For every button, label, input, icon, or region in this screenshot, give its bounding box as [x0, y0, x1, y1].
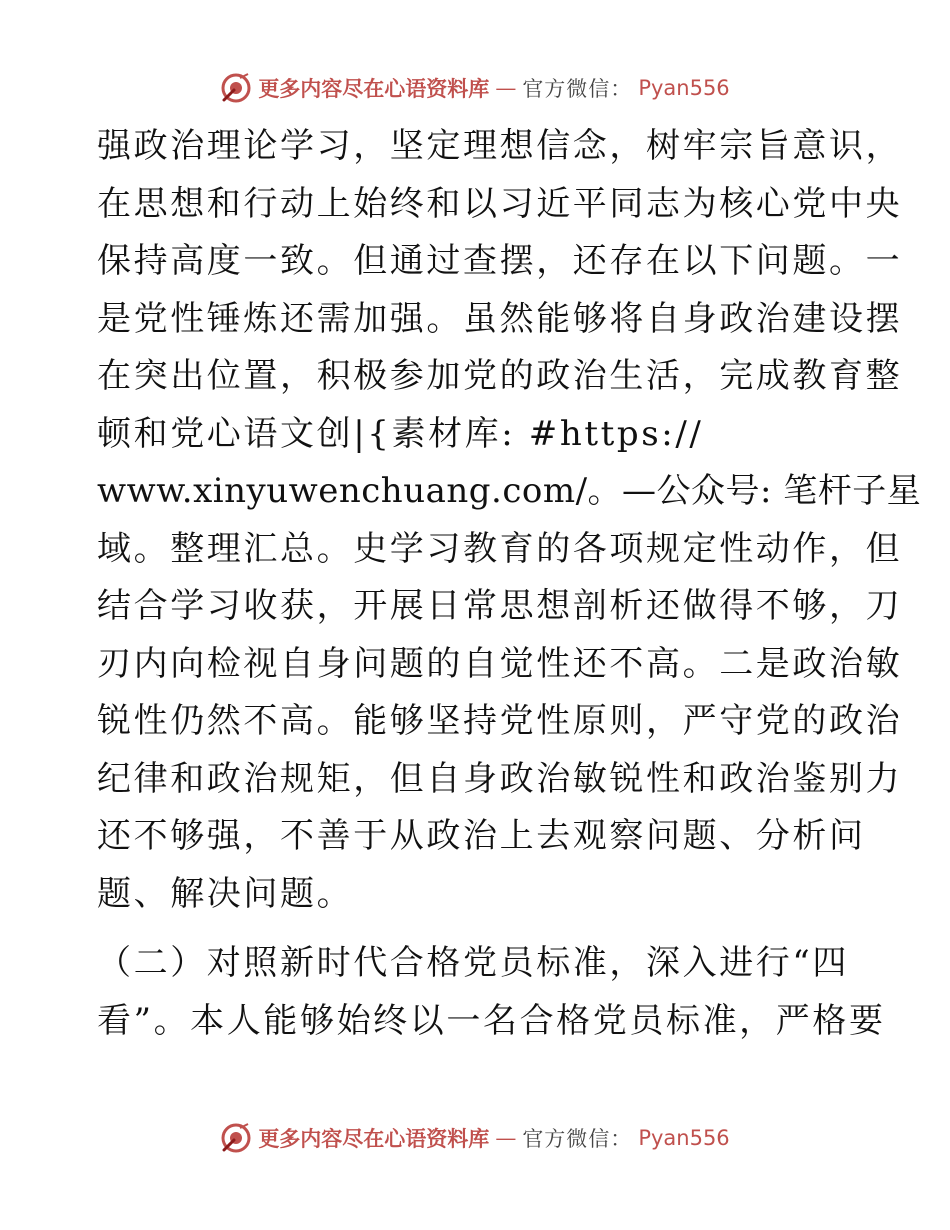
body-line: www.xinyuwenchuang.com/。—公众号: 笔杆子星 — [97, 471, 922, 511]
pen-logo-icon — [220, 1122, 252, 1154]
body-line: 保持高度一致。但通过查摆，还存在以下问题。一 — [97, 241, 903, 281]
body-line: 强政治理论学习，坚定理想信念，树牢宗旨意识， — [97, 126, 903, 166]
body-line: 锐性仍然不高。能够坚持党性原则，严守党的政治 — [97, 701, 903, 741]
watermark-official-label: 官方微信： — [522, 77, 633, 101]
body-line: 刃内向检视自身问题的自觉性还不高。二是政治敏 — [97, 643, 903, 684]
watermark-wechat-id: Pyan556 — [638, 1126, 730, 1150]
body-line: 纪律和政治规矩，但自身政治敏锐性和政治鉴别力 — [97, 758, 903, 799]
body-line: 结合学习收获，开展日常思想剖析还做得不够，刀 — [97, 586, 903, 626]
body-line: 在思想和行动上始终和以习近平同志为核心党中央 — [97, 183, 903, 224]
watermark-wechat-id: Pyan556 — [638, 76, 730, 100]
document-body — [97, 118, 922, 1050]
body-line: 还不够强，不善于从政治上去观察问题、分析问 — [97, 816, 866, 856]
body-line: 域。整理汇总。史学习教育的各项规定性动作，但 — [97, 528, 903, 569]
body-line: 顿和党心语文创|{素材库: #https:// — [97, 413, 704, 454]
watermark-brand: 更多内容尽在心语资料库 — [258, 76, 490, 101]
body-line: 是党性锤炼还需加强。虽然能够将自身政治建设摆 — [97, 298, 903, 339]
header-watermark — [0, 72, 950, 104]
section-body-line: 看”。本人能够始终以一名合格党员标准，严格要 — [97, 1000, 886, 1041]
body-line: 题、解决问题。 — [97, 873, 354, 914]
body-line: 在突出位置，积极参加党的政治生活，完成教育整 — [97, 356, 903, 396]
watermark-separator: — — [495, 76, 517, 100]
watermark-separator: — — [495, 1126, 517, 1150]
footer-watermark — [0, 1122, 950, 1154]
watermark-brand: 更多内容尽在心语资料库 — [258, 1126, 490, 1151]
section-heading-line: （二）对照新时代合格党员标准，深入进行“四 — [97, 943, 849, 983]
pen-logo-icon — [220, 72, 252, 104]
watermark-official-label: 官方微信： — [522, 1127, 633, 1151]
